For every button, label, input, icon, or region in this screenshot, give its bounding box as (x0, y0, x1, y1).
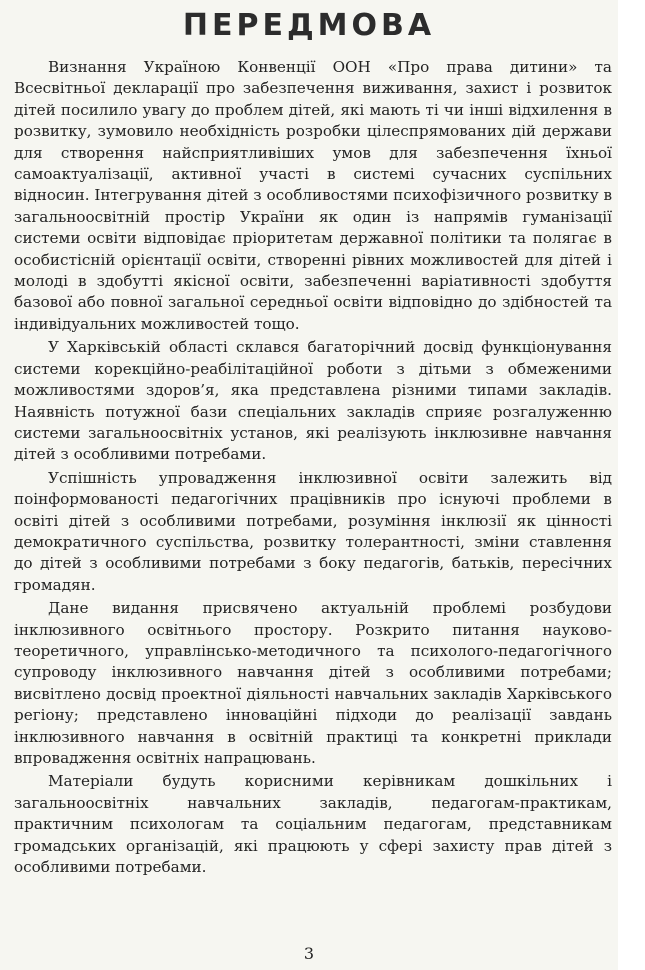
paragraph: У Харківській області склався багаторічний досвід функціонування системи корекційно-реабілітаційної роботи з дітьми з обмеженими можливостями здоров’я, яка представлена різними типами закладів. Наявність потужної бази спеціальних закладів сприяє розгалуженню системи загальноосвітніх установ, які реалізують інклюзивне навчання дітей з особливими потребами. (14, 338, 612, 464)
paragraph: Успішність упровадження інклюзивної освіти залежить від поінформованості педагогічних працівників про існуючі проблеми в освіті дітей з особливими потребами, розуміння інклюзії як цінності демократичного суспільства, розвитку толерантності, зміни ставлення до дітей з особливими потребами з боку педагогів, батьків, пересічних громадян. (14, 468, 612, 594)
preface-text (14, 57, 612, 880)
page-margin (618, 0, 645, 970)
paragraph: Матеріали будуть корисними керівникам дошкільних і загальноосвітніх навчальних закладів, педагогам-практикам, практичним психологам та соціальним педагогам, представникам громадських організацій, які працюють у сфері захисту прав дітей з особливими потребами. (14, 772, 612, 877)
paragraph: Дане видання присвячено актуальній проблемі розбудови інклюзивного освітнього простору. Розкрито питання науково-теоретичного, управлінсько-методичного та психолого-педагогічного супроводу інклюзивного навчання дітей з особливими потребами; висвітлено досвід проектної діяльності навчальних закладів Харківського регіону; представлено інноваційні підходи до реалізації завдань інклюзивного навчання в освітній практиці та конкретні приклади впровадження освітніх напрацювань. (14, 599, 612, 767)
paragraph: Визнання Україною Конвенції ООН «Про права дитини» та Всесвітньої декларації про забезпечення виживання, захист і розвиток дітей посилило увагу до проблем дітей, які мають ті чи інші відхилення в розвитку, зумовило необхідність розробки цілеспрямованих дій держави для створення найсприятливіших умов для забезпечення їхньої самоактуалізації, активної участі в системі сучасних суспільних відносин. Інтегрування дітей з особливостями психофізичного розвитку в загальноосвітній простір України як один із напрямів гуманізації системи освіти відповідає пріоритетам державної політики та полягає в особистісній орієнтації освіти, створенні рівних можливостей для дітей і молоді в здобутті якісної освіти, забезпеченні варіативності здобуття базової або повної загальної середньої освіти відповідно до здібностей та індивідуальних можливостей тощо. (14, 58, 613, 333)
page-title: ПЕРЕДМОВА (182, 8, 436, 43)
page-number: 3 (303, 944, 315, 963)
